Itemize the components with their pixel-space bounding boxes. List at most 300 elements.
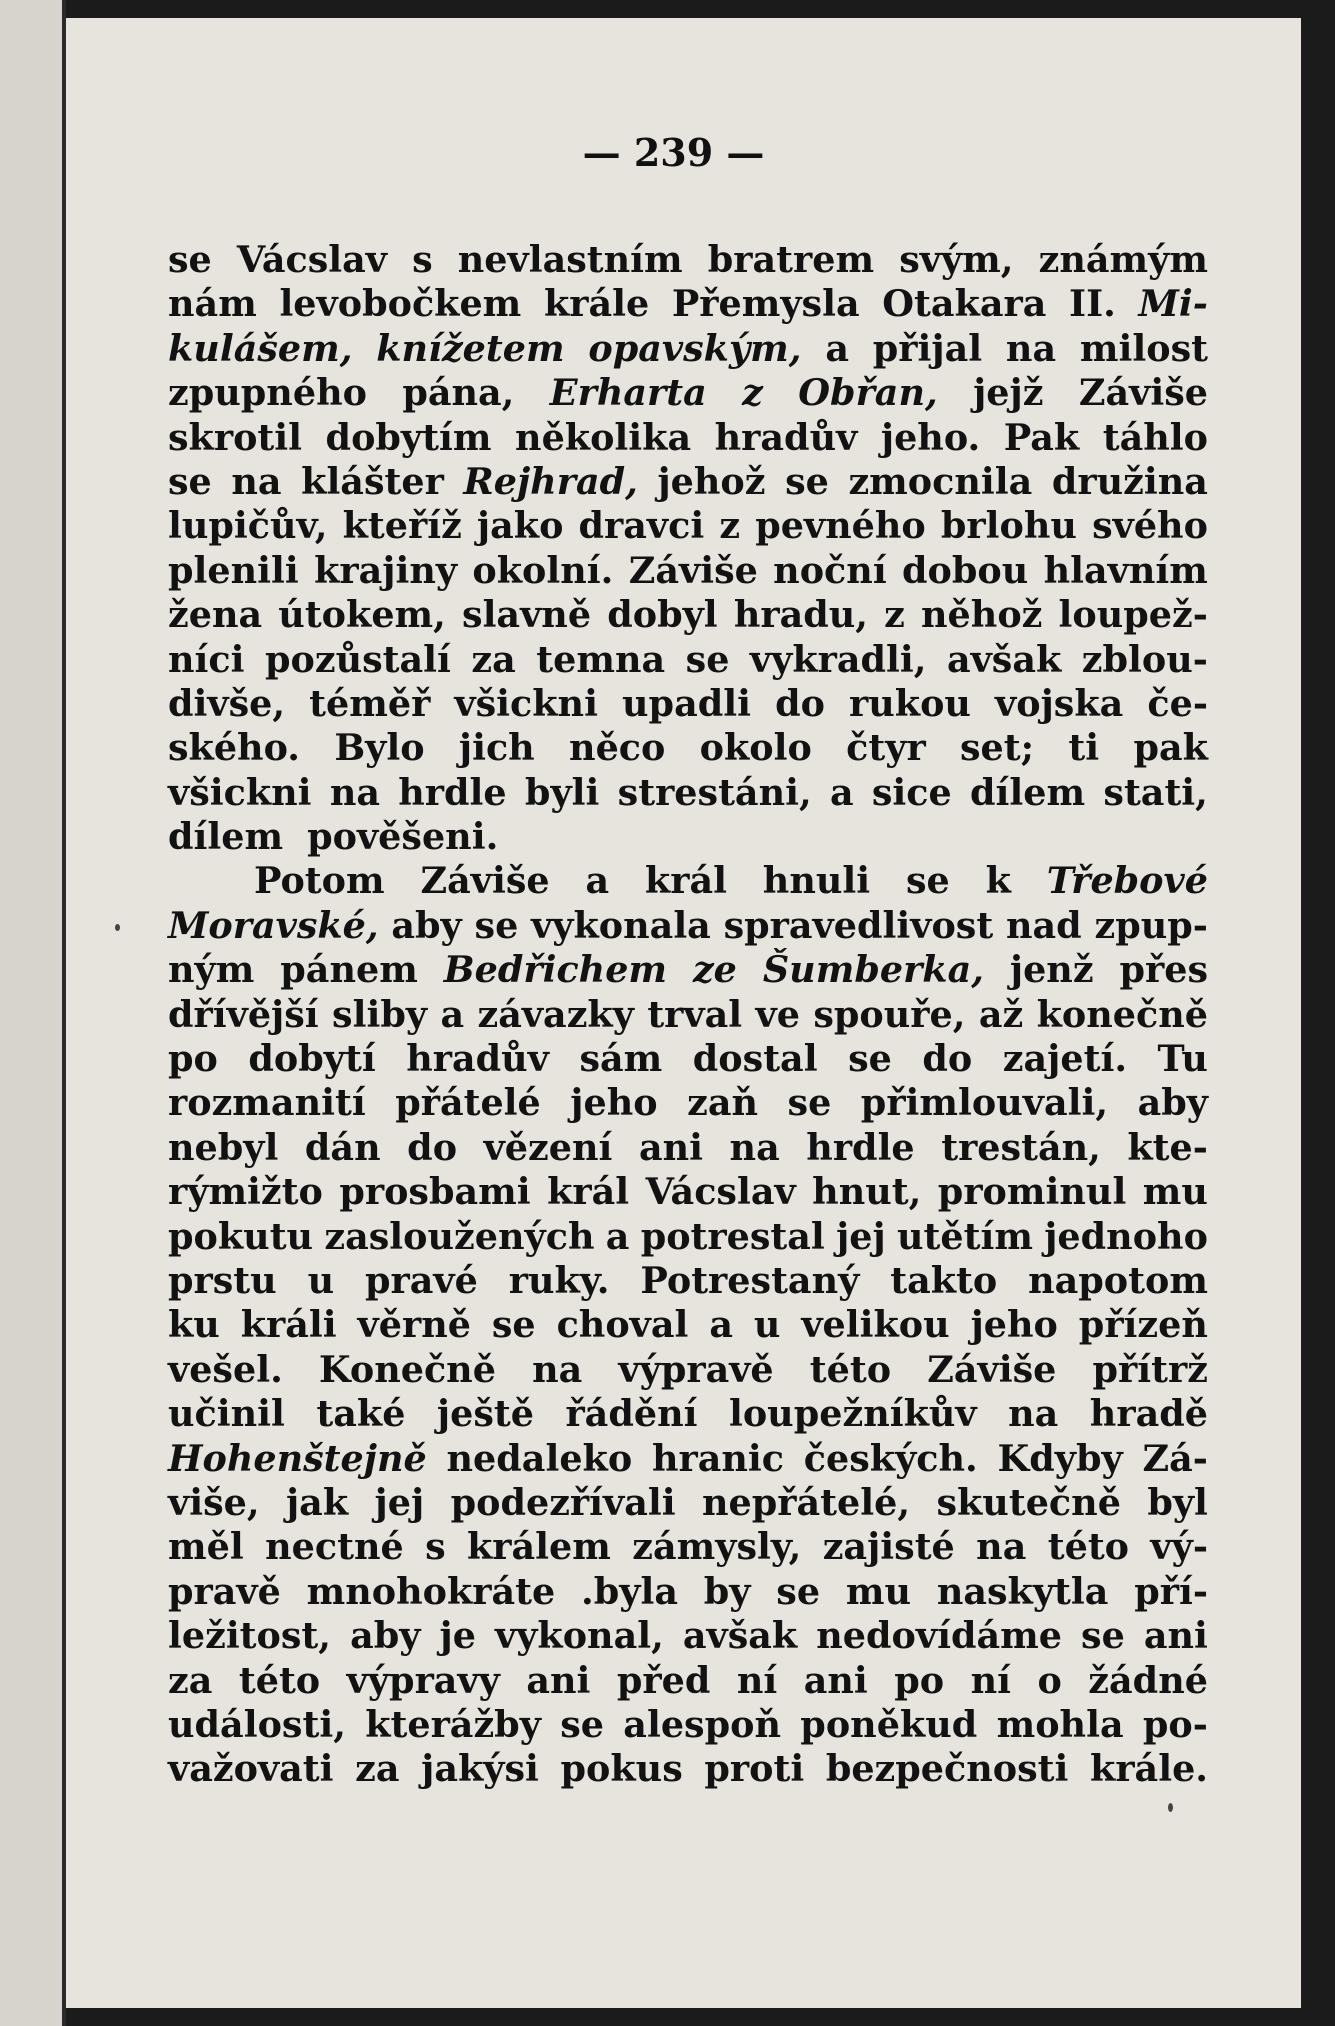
word: hrdle (806, 1125, 915, 1169)
text-line (168, 1659, 1208, 1703)
text-line (168, 549, 1208, 593)
word: ještě (436, 1392, 534, 1436)
word: se (474, 903, 519, 947)
word: a (825, 326, 849, 370)
text-line (168, 904, 1208, 948)
italic-word: Rejhrad, (463, 459, 638, 503)
word: u (753, 1303, 781, 1347)
word: svým, (899, 238, 1014, 281)
word: této (1047, 1525, 1130, 1569)
word: kte- (1127, 1125, 1208, 1169)
word: podezřívali (450, 1480, 676, 1524)
word: byli (524, 770, 600, 814)
word: přátelé (395, 1081, 541, 1125)
word: sám (579, 1037, 663, 1081)
word: aby (391, 903, 462, 947)
word: loupežníkův (728, 1392, 977, 1436)
word: Záviše (1078, 371, 1208, 415)
word: na (1008, 1392, 1059, 1436)
word: výpravě (618, 1347, 774, 1391)
word: čtyr (846, 726, 926, 770)
word: kterážby (365, 1702, 541, 1746)
word: řádění (565, 1392, 698, 1436)
text-line (168, 948, 1208, 992)
word: temna (536, 637, 666, 681)
word: aby (350, 1614, 421, 1658)
word: družina (1051, 459, 1208, 503)
text-line (168, 1570, 1208, 1614)
word: Potom (254, 859, 385, 903)
word: jako (476, 504, 564, 548)
word: jakýsi (421, 1747, 539, 1791)
word: nedaleko (446, 1436, 633, 1480)
word: mohla (996, 1702, 1124, 1746)
word: avšak (682, 1614, 798, 1658)
text-line (168, 771, 1208, 815)
word: za (168, 1658, 213, 1702)
word: nám (168, 282, 257, 326)
word: set; (960, 726, 1035, 770)
word: jeho. (880, 415, 981, 459)
word: mu (845, 1569, 912, 1613)
word: dostal (692, 1037, 818, 1081)
word: poněkud (800, 1702, 978, 1746)
word: Tu (1157, 1037, 1208, 1081)
text-line (168, 416, 1208, 460)
italic-word: Erharta (549, 371, 707, 415)
text-line (168, 1081, 1208, 1125)
word: se (776, 1569, 821, 1613)
italic-word: Obřan, (798, 371, 938, 415)
word: po (894, 1658, 945, 1702)
word: pravé (365, 1258, 478, 1302)
italic-word: kulášem, (168, 326, 353, 370)
word: naskytla (936, 1569, 1109, 1613)
italic-word: Moravské, (168, 903, 379, 947)
word: jak (285, 1480, 349, 1524)
word: Záviše (420, 859, 550, 903)
word: mu (1142, 1170, 1208, 1214)
word: něhož (921, 593, 1043, 637)
word: pravě (168, 1569, 281, 1613)
word: vykonala (531, 903, 711, 947)
word: strestáni, (617, 770, 812, 814)
text-line (168, 1525, 1208, 1569)
word: prstu (168, 1258, 277, 1302)
word: z (884, 593, 905, 637)
word: byl (1147, 1480, 1208, 1524)
word: ti (1068, 726, 1100, 770)
word: nad (1005, 903, 1082, 947)
word: Záviše (628, 548, 758, 592)
word: na (231, 459, 282, 503)
word: krále (543, 282, 650, 326)
word: hradův (406, 1037, 549, 1081)
word: II. (1069, 282, 1116, 326)
text-line (168, 238, 1208, 282)
word: z (719, 504, 741, 548)
italic-word: z (742, 371, 763, 415)
word: ní (970, 1658, 1011, 1702)
word: do (407, 1125, 458, 1169)
word: na (532, 1347, 583, 1391)
italic-word: ze (692, 948, 737, 992)
word: jich (458, 726, 535, 770)
word: zpup- (1094, 903, 1208, 947)
text-line (168, 1037, 1208, 1081)
word: téměř (309, 681, 431, 725)
word: zaň (687, 1081, 759, 1125)
word: a (585, 859, 610, 903)
word: milost (1079, 326, 1208, 370)
word: ným (168, 948, 255, 992)
word: krále. (1090, 1747, 1208, 1791)
word: trval (647, 992, 743, 1036)
text-line (168, 1215, 1208, 1259)
word: za (355, 1747, 400, 1791)
word: lupičův, (168, 504, 328, 548)
word: dřívější (168, 992, 319, 1036)
word: Konečně (318, 1347, 496, 1391)
word: Bylo (334, 726, 425, 770)
word: skutečně (936, 1480, 1121, 1524)
word: přijal (872, 326, 983, 370)
word: za (471, 637, 516, 681)
word: pevného (755, 504, 926, 548)
word: přes (1119, 948, 1208, 992)
word: ve (755, 992, 800, 1036)
word: králem (467, 1525, 611, 1569)
word: jednoho (1044, 1214, 1208, 1258)
word: sliby (332, 992, 428, 1036)
word: hradě (1089, 1392, 1208, 1436)
word: až (978, 992, 1024, 1036)
word: pánem (280, 948, 418, 992)
word: okolo (699, 726, 812, 770)
word: jej (374, 1480, 425, 1524)
word: Potrestaný (640, 1258, 860, 1302)
word: žádné (1088, 1658, 1208, 1702)
word: k (985, 859, 1011, 903)
word: dobyl (607, 593, 718, 637)
word: něco (569, 726, 666, 770)
text-line (168, 1170, 1208, 1214)
word: zámysly, (632, 1525, 802, 1569)
word: přimlouvali, (860, 1081, 1109, 1125)
word: nedovídáme (816, 1614, 1062, 1658)
word: závazky (477, 992, 634, 1036)
word: jenž (1009, 948, 1094, 992)
word: do (775, 681, 825, 725)
word: pak (1133, 726, 1208, 770)
word: dobou (902, 548, 1029, 592)
word: hnut, (812, 1170, 922, 1214)
word: dobytí (248, 1037, 376, 1081)
word: pokus (560, 1747, 683, 1791)
word: važovati (168, 1747, 334, 1791)
text-line (168, 815, 1208, 859)
word: zajisté (822, 1525, 955, 1569)
word: jej (836, 1214, 886, 1258)
word: konečně (1036, 992, 1208, 1036)
text-line (168, 1348, 1208, 1392)
word: se (168, 238, 212, 281)
word: bratrem (707, 238, 875, 281)
word: se (785, 459, 829, 503)
word: nebyl (168, 1125, 279, 1169)
word: události, (168, 1702, 346, 1746)
word: krajiny (314, 548, 458, 592)
word: levobočkem (279, 282, 522, 326)
word: a (605, 1214, 630, 1258)
word: ku (168, 1303, 220, 1347)
word: král (547, 1170, 630, 1214)
word: vý- (1150, 1525, 1208, 1569)
page-number: — 239 — (582, 130, 765, 175)
word: vešel. (168, 1347, 283, 1391)
text-line (168, 327, 1208, 371)
word: také (316, 1392, 406, 1436)
word: hlavním (1043, 548, 1208, 592)
word: po (168, 1037, 218, 1081)
word: avšak (946, 637, 1062, 681)
word: ani (1143, 1614, 1208, 1658)
text-line (168, 1703, 1208, 1747)
word: zblou- (1081, 637, 1208, 681)
word: ského. (168, 726, 301, 770)
ink-speck (115, 924, 120, 931)
word: této (238, 1658, 321, 1702)
word: proti (704, 1747, 805, 1791)
word: nevlastním (457, 238, 683, 281)
word: Záviše (927, 1347, 1057, 1391)
word: je (439, 1614, 476, 1658)
word: všickni (168, 770, 312, 814)
text-line (168, 1303, 1208, 1347)
word: této (809, 1347, 892, 1391)
word: se (848, 1037, 892, 1081)
word: prosbami (339, 1170, 531, 1214)
word: trestán, (941, 1125, 1101, 1169)
word: plenili (168, 548, 299, 592)
word: na (729, 1125, 780, 1169)
text-line (168, 460, 1208, 504)
word: s (425, 1525, 446, 1569)
word: hradův (714, 415, 858, 459)
word: skrotil (168, 415, 303, 459)
word: pána, (402, 371, 515, 415)
word: výpravy (346, 1658, 500, 1702)
word: dravci (578, 504, 705, 548)
text-line (168, 993, 1208, 1037)
word: kteříž (342, 504, 462, 548)
word: a (440, 992, 465, 1036)
word: stati, (1103, 770, 1208, 814)
text-line (168, 1481, 1208, 1525)
word: by (703, 1569, 751, 1613)
word: sice (871, 770, 952, 814)
word: o (1037, 1658, 1062, 1702)
word: přízeň (1078, 1303, 1208, 1347)
word: známým (1038, 238, 1208, 281)
word: na (329, 770, 380, 814)
word: dílem (168, 815, 284, 859)
word: alespoň (623, 1702, 781, 1746)
word: se (491, 1303, 536, 1347)
word: velikou (801, 1303, 950, 1347)
word: ruky. (508, 1258, 610, 1302)
word: Kdyby (997, 1436, 1123, 1480)
text-line (168, 1259, 1208, 1303)
italic-word: Bedřichem (443, 948, 668, 992)
word: Zá- (1142, 1436, 1208, 1480)
word: na (1005, 326, 1057, 370)
word: ani (526, 1658, 591, 1702)
word: s (412, 238, 433, 281)
word: zajetí. (1002, 1037, 1128, 1081)
word: vězení (483, 1125, 613, 1169)
word: ní (736, 1658, 778, 1702)
word: napotom (1028, 1258, 1208, 1302)
word: upadli (622, 681, 751, 725)
text-line (168, 1126, 1208, 1170)
word: ani (638, 1125, 703, 1169)
word: Vácslav (645, 1170, 796, 1214)
word: král (644, 859, 727, 903)
word: několika (515, 415, 692, 459)
word: spouře, (813, 992, 966, 1036)
word: potrestal (640, 1214, 825, 1258)
italic-word: Mi- (1138, 282, 1208, 326)
word: vojska (995, 681, 1124, 725)
word: .byla (581, 1569, 678, 1613)
adjacent-page-edge (0, 0, 66, 2026)
text-line (168, 1747, 1208, 1791)
word: měl (168, 1525, 244, 1569)
word: dán (304, 1125, 381, 1169)
italic-word: Hohenštejně (168, 1436, 427, 1480)
word: bezpečnosti (825, 1747, 1069, 1791)
text-line (168, 682, 1208, 726)
word: pří- (1134, 1569, 1208, 1613)
word: prominul (937, 1170, 1127, 1214)
word: spravedlivost (723, 903, 994, 947)
word: ani (803, 1658, 868, 1702)
word: loupež- (1058, 593, 1208, 637)
word: okolní. (472, 548, 614, 592)
word: hranic (651, 1436, 784, 1480)
text-line (168, 593, 1208, 637)
word: hrdle (398, 770, 507, 814)
text-line (168, 638, 1208, 682)
word: se (685, 637, 730, 681)
italic-word: Šumberka, (762, 948, 984, 992)
word: utětím (896, 1214, 1033, 1258)
word: jeho (570, 1081, 658, 1125)
word: věrně (357, 1303, 471, 1347)
text-line (168, 859, 1208, 903)
word: pozůstalí (264, 637, 451, 681)
word: hnuli (762, 859, 871, 903)
word: hradu, (733, 593, 868, 637)
word: zpupného (168, 371, 367, 415)
word: po- (1142, 1702, 1208, 1746)
word: českých. (803, 1436, 978, 1480)
word: svého (1092, 504, 1208, 548)
word: před (616, 1658, 711, 1702)
text-line (168, 1437, 1208, 1481)
word: nectné (265, 1525, 404, 1569)
word: Vácslav (236, 238, 387, 281)
italic-word: opavským, (588, 326, 802, 370)
word: ležitost, (168, 1614, 332, 1658)
text-line (168, 726, 1208, 770)
word: se (1081, 1614, 1125, 1658)
word: se (905, 859, 950, 903)
word: se (168, 459, 212, 503)
word: a (829, 770, 854, 814)
word: jehož (657, 459, 766, 503)
word: přítrž (1092, 1347, 1208, 1391)
word: slavně (462, 593, 592, 637)
word: noční (773, 548, 887, 592)
word: jeho (970, 1303, 1058, 1347)
word: brlohu (940, 504, 1077, 548)
word: táhlo (1102, 415, 1208, 459)
book-page (66, 18, 1301, 2008)
word: klášter (301, 459, 444, 503)
word: dílem (970, 770, 1086, 814)
body-text (168, 238, 1208, 1792)
word: vykonal, (494, 1614, 664, 1658)
word: na (976, 1525, 1027, 1569)
ink-speck (1168, 1803, 1173, 1812)
word: rýmižto (168, 1170, 323, 1214)
word: pokutu (168, 1214, 314, 1258)
word: žena (168, 593, 263, 637)
text-line (168, 1614, 1208, 1658)
text-line (168, 1392, 1208, 1436)
word: útokem, (278, 593, 446, 637)
word: se (560, 1702, 604, 1746)
text-line (168, 282, 1208, 326)
word: rozmanití (168, 1081, 366, 1125)
word: zmocnila (848, 459, 1033, 503)
word: dobytím (325, 415, 492, 459)
word: Přemysla (671, 282, 860, 326)
word: jejž (973, 371, 1044, 415)
italic-word: knížetem (376, 326, 565, 370)
word: učinil (168, 1392, 285, 1436)
text-line (168, 371, 1208, 415)
word: vykradli, (749, 637, 927, 681)
word: aby (1137, 1081, 1208, 1125)
word: Otakara (882, 282, 1047, 326)
word: všickni (454, 681, 598, 725)
word: do (922, 1037, 973, 1081)
text-line (168, 504, 1208, 548)
word: rukou (849, 681, 971, 725)
word: se (787, 1081, 832, 1125)
word: zasloužených (324, 1214, 595, 1258)
word: če- (1147, 681, 1208, 725)
word: u (307, 1258, 335, 1302)
italic-word: Třebové (1046, 859, 1208, 903)
word: choval (556, 1303, 689, 1347)
word: a (709, 1303, 733, 1347)
word: nepřátelé, (702, 1480, 911, 1524)
word: mnohokráte (306, 1569, 556, 1613)
